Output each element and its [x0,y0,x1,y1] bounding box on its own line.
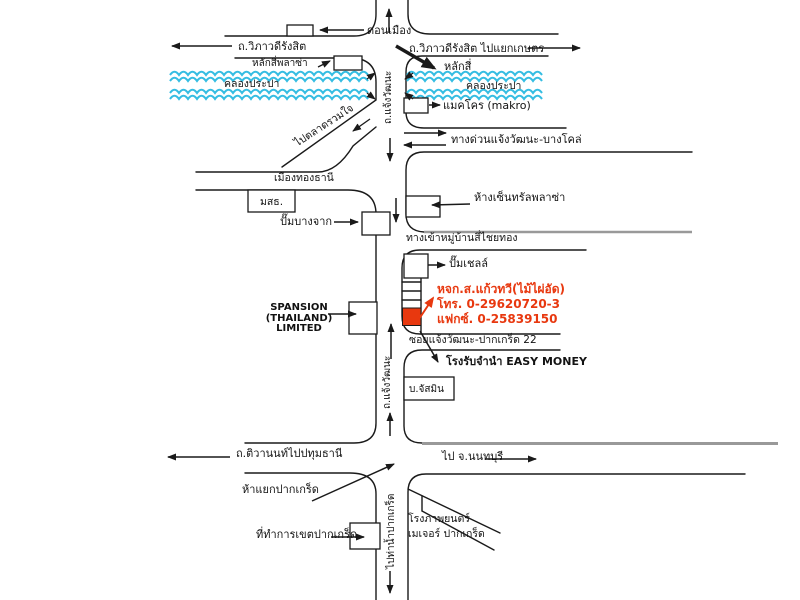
spansion-line1: SPANSION [270,302,328,313]
laksi-plaza-box [334,56,362,70]
block-top-right [408,0,558,34]
label-chaengwattana-north: ถ.แจ้งวัฒนะ [383,70,394,124]
highlighted-shop-location [403,308,422,326]
destination-name: หจก.ส.แก้วทวี(ไม้ไผ่อัด) [437,282,566,296]
label-lak-si-plaza: หลักสี่พลาซ่า [252,58,308,69]
label-muang-thong-thani: เมืองทองธานี [274,172,334,184]
label-don-mueang: ดอนเมือง [367,24,412,37]
label-cinema-line1: โรงภาพยนตร์ [408,513,470,525]
label-shell: ปั๊มเชลล์ [449,257,488,270]
label-vibhavadi-east: ถ.วิภาวดีรังสิต ไปแยกเกษตร [409,42,545,55]
label-talat-ruam-jai: ไปตลาดรวมใจ [292,102,356,150]
label-cinema-line2: เมเจอร์ ปากเกร็ด [408,528,485,540]
label-chaengwattana-south: ถ.แจ้งวัฒนะ [382,355,393,409]
arrow-talat-ruam-jai [353,119,370,131]
label-five-way-junction: ห้าแยกปากเกร็ด [242,483,319,496]
label-tiwanon: ถ.ติวานนท์ไปปทุมธานี [236,447,343,460]
label-central-plaza: ห้างเซ็นทรัลพลาซ่า [474,191,566,204]
bangchak-box [362,212,390,235]
label-soi-22: ซอยแจ้งวัฒนะ-ปากเกร็ด 22 [409,334,537,346]
label-makro: แมคโคร (makro) [443,99,531,112]
destination-tel: โทร. 0-29620720-3 [437,297,560,311]
central-plaza-box [406,196,440,217]
label-jasmine: บ.จัสมิน [409,384,444,395]
diagonal-road-lower-edge [196,127,376,172]
arrow-laksi-plaza [318,61,330,67]
spansion-line3: LIMITED [276,323,322,334]
destination-fax: แฟกซ์. 0-25839150 [437,312,558,326]
label-vibhavadi-west: ถ.วิภาวดีรังสิต [238,40,307,53]
shell-box [404,254,428,278]
label-to-pakkret-pier: ไปท่าน้ำปากเกร็ด [386,493,397,569]
label-expressway: ทางด่วนแจ้งวัฒนะ-บางโคล่ [451,133,582,146]
don-mueang-box [287,25,313,36]
label-lak-si: หลักสี่ [444,60,472,73]
label-spansion [258,303,340,335]
label-bangchak: ปั๊มบางจาก [280,215,333,228]
arrow-five-way-junction [312,464,394,501]
label-easy-money: โรงรับจำนำ EASY MONEY [446,355,587,368]
label-district-office: ที่ทำการเขตปากเกร็ด [256,528,358,541]
makro-box [404,98,428,113]
arrow-central-plaza [432,204,470,205]
label-khlong-prapa-east: คลองประปา [466,80,522,92]
destination-info [437,282,565,327]
label-village-entrance: ทางเข้าหมู่บ้านสี่ไชยทอง [406,232,518,244]
spansion-box [349,302,377,334]
label-to-nonthaburi: ไป จ.นนทบุรี [442,450,504,463]
label-msth: มสธ. [259,196,284,208]
spansion-line2: (THAILAND) [265,312,333,324]
label-khlong-prapa-west: คลองประปา [224,78,280,90]
